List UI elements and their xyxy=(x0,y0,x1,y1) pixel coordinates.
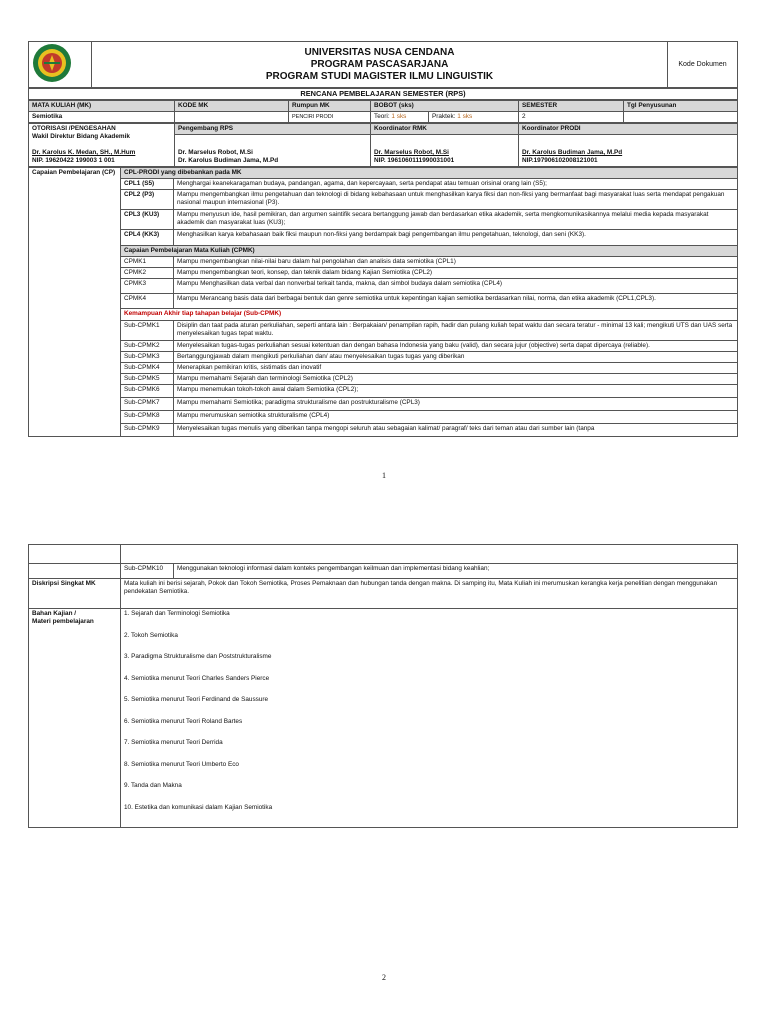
table-row xyxy=(29,609,738,828)
table-row: Sub-CPMK7 Mampu memahami Semiotika; paradigma strukturalisme dan postrukturalisme (CPL3) xyxy=(29,398,738,411)
table-row: CPL4 (KK3) Menghasilkan karya kebahasaan baik fiksi maupun non-fiksi yang berdampak bagi pengembangan ilmu pengetahuan, teknologi, dan seni (KK3). xyxy=(29,230,738,246)
course-header-bobot: BOBOT (sks) xyxy=(371,101,519,112)
institution-title xyxy=(92,42,668,88)
table-row: Sub-CPMK6 Mampu menemukan tokoh-tokoh awal dalam Semiotika (CPL2); xyxy=(29,385,738,398)
table-row: CPMK2 Mampu mengembangkan teori, konsep, dan teknik dalam bidang Kajian Semiotika (CPL2) xyxy=(29,268,738,279)
materi-list xyxy=(121,609,738,828)
table-row: Sub-CPMK5 Mampu memahami Sejarah dan terminologi Semiotika (CPL2) xyxy=(29,374,738,385)
kode-dokumen: Kode Dokumen xyxy=(668,42,738,88)
table-row: Sub-CPMK10 Menggunakan teknologi informasi dalam konteks pengembangan keilmuan dan implementasi bidang keahlian; xyxy=(29,564,738,579)
prodi-header: Koordinator PRODI xyxy=(519,124,738,135)
otorisasi-wakil: Wakil Direktur Bidang Akademik xyxy=(32,133,130,140)
list-item: 1. Sejarah dan Terminologi Semiotika xyxy=(124,610,230,617)
otorisasi-title: OTORISASI /PENGESAHAN xyxy=(32,125,116,132)
list-item: 9. Tanda dan Makna xyxy=(124,782,182,789)
pengembang-names: Dr. Marselus Robot, M.Si Dr. Karolus Budiman Jama, M.Pd xyxy=(175,135,371,167)
rps-page-1 xyxy=(28,41,738,437)
course-code xyxy=(175,112,289,123)
table-row: CPMK1 Mampu mengembangkan nilai-nilai baru dalam hal pengolahan dan analisis data semiotika (CPL1) xyxy=(29,257,738,268)
rmk-header: Koordinator RMK xyxy=(371,124,519,135)
list-item: 8. Semiotika menurut Teori Umberto Eco xyxy=(124,760,239,768)
course-teori: Teori: 1 sks xyxy=(371,112,429,123)
table-row: Sub-CPMK8 Mampu merumuskan semiotika strukturalisme (CPL4) xyxy=(29,411,738,424)
otorisasi-table xyxy=(28,123,738,167)
header-table xyxy=(28,41,738,88)
desc-label: Diskripsi Singkat MK xyxy=(29,579,121,609)
pengembang-header: Pengembang RPS xyxy=(175,124,371,135)
university-logo-icon xyxy=(32,43,72,83)
otorisasi-wakil-name: Dr. Karolus K. Medan, SH., M.Hum xyxy=(32,149,136,156)
table-row: CPL2 (P3) Mampu mengembangkan ilmu pengetahuan dan teknologi di bidang kebahasaan untuk menghasilkan karya fiksi dan non-fiksi yang bermanfaat bagi masyarakat luas serta mendapat pengakuan nasional maupun internasional (P3). xyxy=(29,190,738,210)
list-item: 10. Estetika dan komunikasi dalam Kajian Semiotika xyxy=(124,803,273,811)
course-rumpun: PENCIRI PRODI xyxy=(289,112,371,123)
subcpmk-header: Kemampuan Akhir tiap tahapan belajar (Sub-CPMK) xyxy=(121,309,738,321)
logo-cell xyxy=(29,42,92,88)
study-program-name: PROGRAM STUDI MAGISTER ILMU LINGUISTIK xyxy=(265,70,494,82)
cpmk-header: Capaian Pembelajaran Mata Kuliah (CPMK) xyxy=(121,246,738,257)
course-praktek: Praktek: 1 sks xyxy=(429,112,519,123)
cpl-header: CPL-PRODI yang dibebankan pada MK xyxy=(121,168,738,179)
list-item: 4. Semiotika menurut Teori Charles Sanders Pierce xyxy=(124,674,270,682)
bahan-label: Bahan Kajian / Materi pembelajaran xyxy=(29,609,121,828)
table-row: CPMK3 Mampu Menghasilkan data verbal dan nonverbal terkait tanda, makna, dan simbol budaya dalam semiotika (CPL4) xyxy=(29,279,738,294)
rps-title-table xyxy=(28,88,738,100)
table-row: Sub-CPMK2 Menyelesaikan tugas-tugas perkuliahan sesuai ketentuan dan dengan bahasa Indonesia yang baku (valid), dan secara jujur (objective) serta dapat dipercaya (reliable). xyxy=(29,341,738,352)
course-header-tgl: Tgl Penyusunan xyxy=(624,101,738,112)
course-table xyxy=(28,100,738,123)
table-row: Sub-CPMK3 Bertanggungjawab dalam mengikuti perkuliahan dan/ atau menyelesaikan tugas tugas yang diberikan xyxy=(29,352,738,363)
list-item: 2. Tokoh Semiotika xyxy=(124,631,178,639)
table-row: Sub-CPMK4 Menerapkan pemikiran kritis, sistimatis dan inovatif xyxy=(29,363,738,374)
table-row xyxy=(29,579,738,609)
table-row: Sub-CPMK9 Menyelesaikan tugas menulis yang diberikan tanpa mengopi seluruh atau sebagaian kalimat/ paragraf/ teks dari teman atau dari sumber lain (tanpa xyxy=(29,424,738,437)
page-number-2: 2 xyxy=(382,973,386,982)
cp-label: Capaian Pembelajaran (CP) xyxy=(29,168,121,437)
cp-table xyxy=(28,167,738,437)
table-row: Sub-CPMK1 Disiplin dan taat pada aturan perkuliahan, seperti antara lain : Berpakaian/ penampilan rapih, hadir dan pulang kuliah tepat waktu dan secara teratur - minimal 13 kali; mengikuti UTS dan UAS serta menyelesaikan tugas tepat waktu. xyxy=(29,321,738,341)
table-row: CPL1 (S5) Menghargai keanekaragaman budaya, pandangan, agama, dan kepercayaan, serta pendapat atau temuan orisinal orang lain (S5); xyxy=(29,179,738,190)
course-header-mk: MATA KULIAH (MK) xyxy=(29,101,175,112)
course-name: Semiotika xyxy=(29,112,175,123)
university-name: UNIVERSITAS NUSA CENDANA xyxy=(304,46,455,58)
list-item: 7. Semiotika menurut Teori Derrida xyxy=(124,739,223,746)
list-item: 5. Semiotika menurut Teori Ferdinand de Saussure xyxy=(124,696,269,703)
course-semester: 2 xyxy=(519,112,624,123)
desc-text: Mata kuliah ini berisi sejarah, Pokok dan Tokoh Semiotika, Proses Pemaknaan dan hubungan tanda dengan makna. Di samping itu, Mata Kuliah ini merumuskan kerangka kerja penelitian dengan menggunakan pendekatan Semiotika. xyxy=(121,579,738,609)
rps-page-2 xyxy=(28,544,738,828)
otorisasi-wakil-nip: NIP. 19620422 199003 1 001 xyxy=(32,157,115,164)
list-item: 6. Semiotika menurut Teori Roland Bartes xyxy=(124,717,243,725)
program-name: PROGRAM PASCASARJANA xyxy=(310,58,449,70)
page2-table xyxy=(28,544,738,828)
page-number-1: 1 xyxy=(382,471,386,480)
rmk-signature: Dr. Marselus Robot, M.Si NIP. 1961060111990031001 xyxy=(371,135,519,167)
otorisasi-cell xyxy=(29,124,175,167)
rps-title: RENCANA PEMBELAJARAN SEMESTER (RPS) xyxy=(29,89,738,100)
list-item: 3. Paradigma Strukturalisme dan Poststrukturalisme xyxy=(124,653,272,660)
prodi-signature: Dr. Karolus Budiman Jama, M.Pd NIP.197906102008121001 xyxy=(519,135,738,167)
course-tgl xyxy=(624,112,738,123)
table-row: CPL3 (KU3) Mampu menyusun ide, hasil pemikiran, dan argumen saintifik secara bertanggung jawab dan berdasarkan etika akademik, serta mengkomunikasikannya melalui media kepada masyarakat akademik dan masyarakat luas (KU3); xyxy=(29,210,738,230)
course-header-semester: SEMESTER xyxy=(519,101,624,112)
course-header-kode: KODE MK xyxy=(175,101,289,112)
table-row: CPMK4 Mampu Merancang basis data dari berbagai bentuk dan genre semiotika untuk kepentingan kajian semiotika berdasarkan nilai, norma, dan etika akademik (CPL1,CPL3). xyxy=(29,294,738,309)
course-header-rumpun: Rumpun MK xyxy=(289,101,371,112)
